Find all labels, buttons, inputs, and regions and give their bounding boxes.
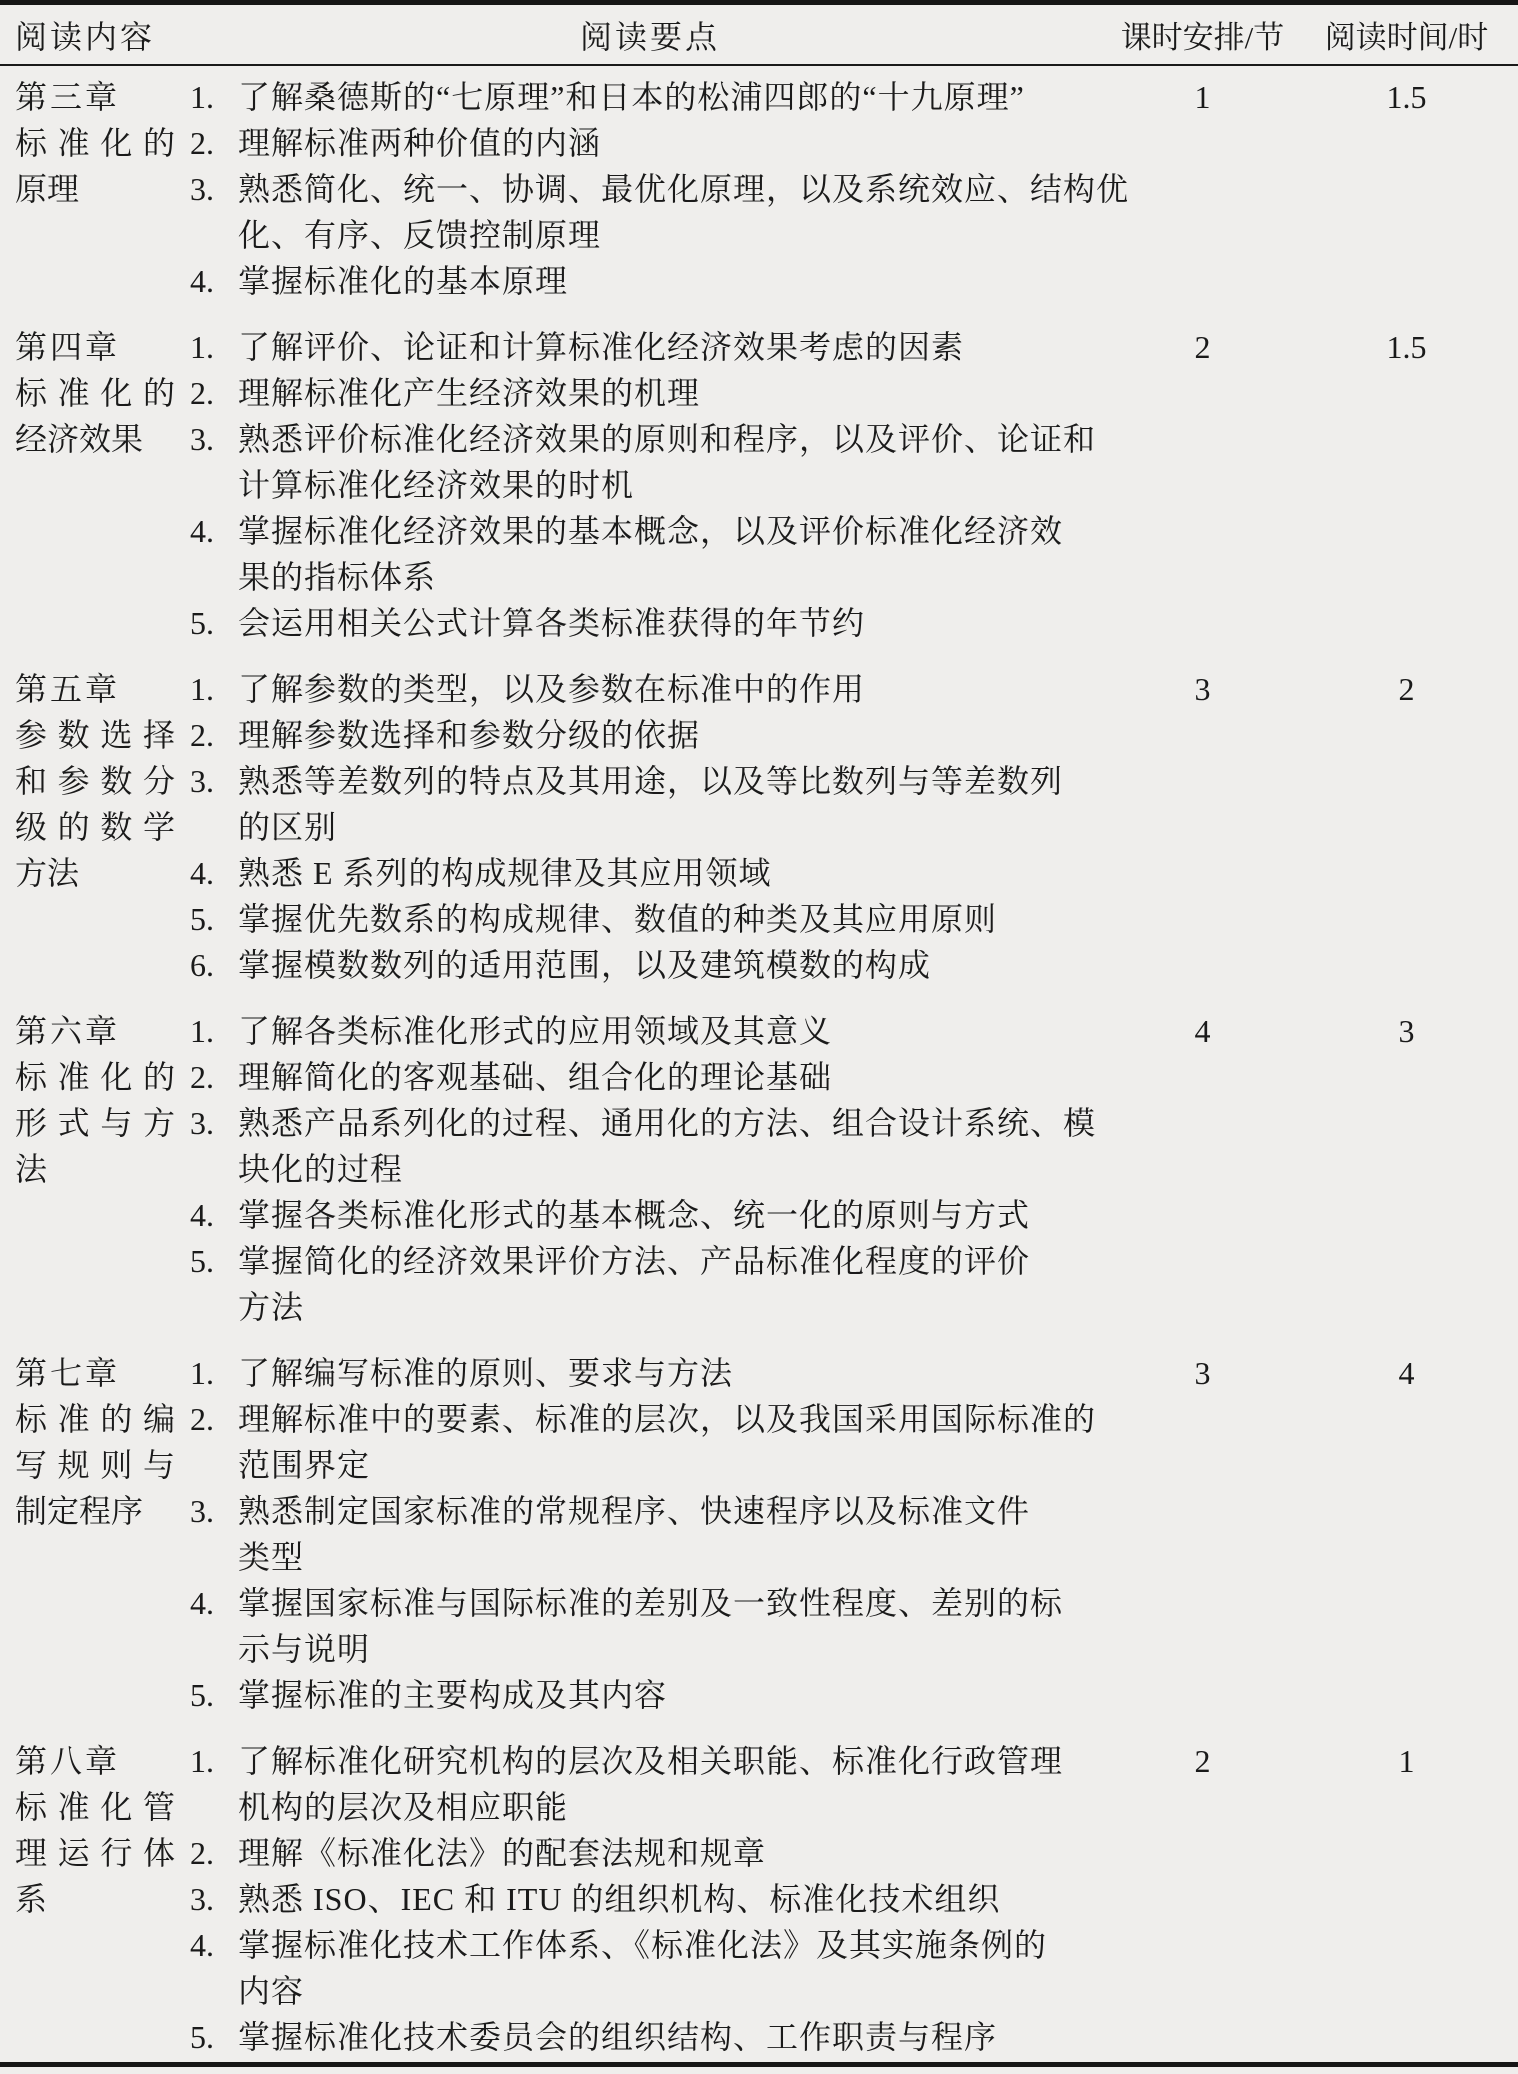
point-item (190, 74, 1110, 120)
time-value: 2 (1398, 671, 1415, 707)
table-row (0, 1738, 1518, 2060)
chapter-title (15, 1396, 190, 1534)
chapter-cell (15, 324, 190, 462)
chapter-title (15, 1784, 190, 1922)
point-number: 2. (190, 1059, 214, 1095)
point-item (190, 758, 1110, 850)
point-number: 5. (190, 901, 214, 937)
point-line: 理解标准化产生经济效果的机理 (238, 375, 701, 411)
time-value: 1.5 (1386, 329, 1427, 365)
point-line: 理解参数选择和参数分级的依据 (238, 717, 701, 753)
point-line: 掌握优先数系的构成规律、数值的种类及其应用原则 (238, 901, 998, 937)
point-item (190, 1008, 1110, 1054)
chapter-number: 第四章 (15, 329, 121, 365)
point-lines (238, 1876, 1110, 1922)
point-item (190, 416, 1110, 508)
point-item (190, 1922, 1110, 2014)
point-number: 3. (190, 1493, 214, 1529)
chapter-cell (15, 1008, 190, 1192)
point-lines (238, 166, 1130, 258)
table-header (0, 5, 1518, 66)
points-cell (190, 324, 1110, 646)
hours-value: 1 (1194, 79, 1211, 115)
point-lines (238, 416, 1110, 508)
chapter-title-line: 级 的 数 学 (15, 809, 175, 845)
chapter-title-line: 系 (15, 1881, 48, 1917)
time-cell (1295, 1350, 1518, 1396)
hours-cell (1110, 1350, 1295, 1396)
chapter-title-line: 标 准 的 编 (15, 1401, 175, 1437)
header-reading-time: 阅读时间/时 (1324, 20, 1489, 55)
chapter-title-line: 参 数 选 择 (15, 717, 175, 753)
point-lines (238, 120, 1110, 166)
chapter-title-line: 法 (15, 1151, 48, 1187)
chapter-title-line: 原理 (15, 171, 80, 207)
point-lines (238, 942, 1110, 988)
point-number: 2. (190, 717, 214, 753)
point-line: 了解编写标准的原则、要求与方法 (238, 1355, 734, 1391)
point-line: 掌握标准的主要构成及其内容 (238, 1677, 668, 1713)
point-line: 掌握简化的经济效果评价方法、产品标准化程度的评价 (238, 1243, 1031, 1279)
time-cell (1295, 74, 1518, 120)
point-number: 1. (190, 329, 214, 365)
point-line: 果的指标体系 (238, 559, 437, 595)
point-line: 理解《标准化法》的配套法规和规章 (238, 1835, 767, 1871)
point-item (190, 1100, 1110, 1192)
point-lines (238, 1922, 1110, 2014)
point-item (190, 942, 1110, 988)
point-number: 2. (190, 1401, 214, 1437)
hours-cell (1110, 324, 1295, 370)
table-row (0, 666, 1518, 988)
point-line: 了解各类标准化形式的应用领域及其意义 (238, 1013, 833, 1049)
hours-cell (1110, 1008, 1295, 1054)
chapter-title-line: 方法 (15, 855, 80, 891)
hours-value: 4 (1194, 1013, 1211, 1049)
time-value: 1 (1398, 1743, 1415, 1779)
time-value: 1.5 (1386, 79, 1427, 115)
point-line: 掌握国家标准与国际标准的差别及一致性程度、差别的标 (238, 1585, 1064, 1621)
chapter-title-line: 标 准 化 的 (15, 125, 175, 161)
point-lines (238, 1738, 1110, 1830)
point-number: 1. (190, 671, 214, 707)
point-number: 3. (190, 1105, 214, 1141)
hours-cell (1110, 666, 1295, 712)
point-line: 方法 (238, 1289, 305, 1325)
time-value: 3 (1398, 1013, 1415, 1049)
table-row (0, 74, 1518, 304)
time-value: 4 (1398, 1355, 1415, 1391)
chapter-title-line: 形 式 与 方 (15, 1105, 175, 1141)
chapter-cell (15, 74, 190, 212)
point-line: 掌握模数数列的适用范围，以及建筑模数的构成 (238, 947, 932, 983)
chapter-title (15, 1054, 190, 1192)
chapter-title (15, 712, 190, 896)
point-item (190, 896, 1110, 942)
point-line: 熟悉 ISO、IEC 和 ITU 的组织机构、标准化技术组织 (238, 1881, 1001, 1917)
point-line: 理解标准两种价值的内涵 (238, 125, 602, 161)
chapter-title-line: 制定程序 (15, 1493, 144, 1529)
header-reading-content: 阅读内容 (15, 18, 156, 55)
point-line: 掌握各类标准化形式的基本概念、统一化的原则与方式 (238, 1197, 1031, 1233)
point-line: 计算标准化经济效果的时机 (238, 467, 635, 503)
time-cell (1295, 324, 1518, 370)
point-item (190, 1238, 1110, 1330)
point-lines (238, 1350, 1110, 1396)
point-line: 了解评价、论证和计算标准化经济效果考虑的因素 (238, 329, 965, 365)
point-item (190, 166, 1130, 258)
point-line: 熟悉产品系列化的过程、通用化的方法、组合设计系统、模 (238, 1105, 1097, 1141)
point-item (190, 666, 1110, 712)
point-item (190, 1192, 1110, 1238)
point-item (190, 712, 1110, 758)
chapter-title-line: 标 准 化 管 (15, 1789, 175, 1825)
point-line: 机构的层次及相应职能 (238, 1789, 569, 1825)
chapter-number: 第八章 (15, 1743, 121, 1779)
table-row (0, 1350, 1518, 1718)
chapter-number: 第六章 (15, 1013, 121, 1049)
point-lines (238, 666, 1110, 712)
point-number: 1. (190, 1743, 214, 1779)
header-class-hours: 课时安排/节 (1120, 20, 1285, 55)
point-number: 1. (190, 79, 214, 115)
point-line: 了解桑德斯的“七原理”和日本的松浦四郎的“十九原理” (238, 79, 1025, 115)
time-cell (1295, 1008, 1518, 1054)
point-lines (238, 258, 1110, 304)
point-lines (238, 508, 1110, 600)
point-line: 的区别 (238, 809, 338, 845)
chapter-cell (15, 1350, 190, 1534)
point-item (190, 1672, 1110, 1718)
point-line: 熟悉 E 系列的构成规律及其应用领域 (238, 855, 772, 891)
point-item (190, 1396, 1110, 1488)
point-number: 3. (190, 421, 214, 457)
point-number: 5. (190, 1243, 214, 1279)
point-lines (238, 370, 1110, 416)
point-item (190, 258, 1110, 304)
points-cell (190, 74, 1130, 304)
point-number: 5. (190, 2019, 214, 2055)
hours-value: 2 (1194, 1743, 1211, 1779)
chapter-title-line: 标 准 化 的 (15, 1059, 175, 1095)
chapter-number: 第七章 (15, 1355, 121, 1391)
table-bottom-rule (0, 2062, 1518, 2067)
chapter-number: 第五章 (15, 671, 121, 707)
point-line: 块化的过程 (238, 1151, 404, 1187)
point-number: 5. (190, 1677, 214, 1713)
point-number: 3. (190, 1881, 214, 1917)
point-lines (238, 712, 1110, 758)
point-lines (238, 1488, 1110, 1580)
point-item (190, 1054, 1110, 1100)
point-item (190, 508, 1110, 600)
point-line: 内容 (238, 1973, 305, 2009)
point-item (190, 600, 1110, 646)
point-line: 类型 (238, 1539, 305, 1575)
point-line: 理解标准中的要素、标准的层次，以及我国采用国际标准的 (238, 1401, 1097, 1437)
chapter-title-line: 标 准 化 的 (15, 375, 175, 411)
point-line: 化、有序、反馈控制原理 (238, 217, 602, 253)
point-lines (238, 1008, 1110, 1054)
point-item (190, 370, 1110, 416)
point-number: 3. (190, 171, 214, 207)
point-number: 1. (190, 1355, 214, 1391)
point-line: 理解简化的客观基础、组合化的理论基础 (238, 1059, 833, 1095)
chapter-title-line: 理 运 行 体 (15, 1835, 175, 1871)
point-number: 4. (190, 263, 214, 299)
point-number: 4. (190, 1585, 214, 1621)
time-cell (1295, 666, 1518, 712)
points-cell (190, 666, 1110, 988)
point-line: 了解参数的类型，以及参数在标准中的作用 (238, 671, 866, 707)
point-item (190, 324, 1110, 370)
hours-value: 3 (1194, 671, 1211, 707)
chapter-cell (15, 666, 190, 896)
point-lines (238, 74, 1110, 120)
chapter-title (15, 370, 190, 462)
point-number: 2. (190, 375, 214, 411)
points-cell (190, 1350, 1110, 1718)
point-lines (238, 850, 1110, 896)
chapter-number: 第三章 (15, 79, 121, 115)
point-line: 范围界定 (238, 1447, 371, 1483)
point-line: 熟悉制定国家标准的常规程序、快速程序以及标准文件 (238, 1493, 1031, 1529)
point-lines (238, 1830, 1110, 1876)
point-line: 掌握标准化经济效果的基本概念，以及评价标准化经济效 (238, 513, 1064, 549)
point-item (190, 120, 1110, 166)
point-line: 掌握标准化技术委员会的组织结构、工作职责与程序 (238, 2019, 998, 2055)
chapter-cell (15, 1738, 190, 1922)
chapter-title (15, 120, 190, 212)
chapter-title-line: 写 规 则 与 (15, 1447, 175, 1483)
point-line: 了解标准化研究机构的层次及相关职能、标准化行政管理 (238, 1743, 1064, 1779)
hours-cell (1110, 1738, 1295, 1784)
chapter-title-line: 和 参 数 分 (15, 763, 175, 799)
point-lines (238, 1580, 1110, 1672)
point-number: 1. (190, 1013, 214, 1049)
table-row (0, 324, 1518, 646)
point-number: 3. (190, 763, 214, 799)
point-number: 4. (190, 855, 214, 891)
point-lines (238, 1672, 1110, 1718)
header-reading-points: 阅读要点 (579, 18, 720, 55)
point-line: 熟悉评价标准化经济效果的原则和程序，以及评价、论证和 (238, 421, 1097, 457)
point-number: 5. (190, 605, 214, 641)
chapter-title-line: 经济效果 (15, 421, 144, 457)
point-number: 2. (190, 1835, 214, 1871)
point-lines (238, 1238, 1110, 1330)
point-item (190, 1830, 1110, 1876)
table-row (0, 1008, 1518, 1330)
point-item (190, 1580, 1110, 1672)
point-lines (238, 1396, 1110, 1488)
hours-value: 3 (1194, 1355, 1211, 1391)
point-line: 示与说明 (238, 1631, 371, 1667)
point-lines (238, 896, 1110, 942)
point-lines (238, 324, 1110, 370)
point-line: 熟悉简化、统一、协调、最优化原理，以及系统效应、结构优 (238, 171, 1130, 207)
hours-value: 2 (1194, 329, 1211, 365)
point-number: 4. (190, 513, 214, 549)
point-number: 2. (190, 125, 214, 161)
point-item (190, 2014, 1110, 2060)
point-lines (238, 1054, 1110, 1100)
points-cell (190, 1008, 1110, 1330)
hours-cell (1110, 74, 1295, 120)
point-number: 6. (190, 947, 214, 983)
point-line: 掌握标准化技术工作体系、《标准化法》及其实施条例的 (238, 1927, 1048, 1963)
time-cell (1295, 1738, 1518, 1784)
point-lines (238, 600, 1110, 646)
point-line: 会运用相关公式计算各类标准获得的年节约 (238, 605, 866, 641)
points-cell (190, 1738, 1110, 2060)
point-item (190, 1488, 1110, 1580)
point-lines (238, 758, 1110, 850)
point-number: 4. (190, 1927, 214, 1963)
point-lines (238, 2014, 1110, 2060)
point-item (190, 850, 1110, 896)
point-lines (238, 1192, 1110, 1238)
point-line: 掌握标准化的基本原理 (238, 263, 569, 299)
point-lines (238, 1100, 1110, 1192)
point-number: 4. (190, 1197, 214, 1233)
point-item (190, 1876, 1110, 1922)
point-item (190, 1350, 1110, 1396)
point-line: 熟悉等差数列的特点及其用途，以及等比数列与等差数列 (238, 763, 1064, 799)
table-body (0, 66, 1518, 2074)
point-item (190, 1738, 1110, 1830)
